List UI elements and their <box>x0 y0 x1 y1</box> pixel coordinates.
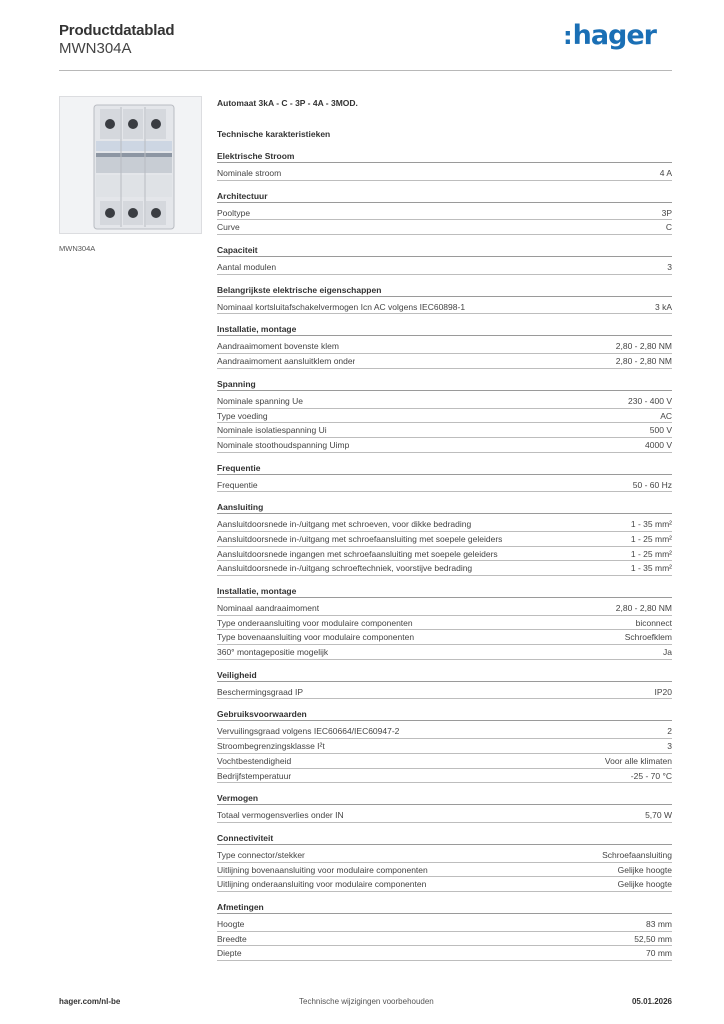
spec-value: 70 mm <box>646 948 672 959</box>
spec-row <box>217 754 672 769</box>
product-description: Automaat 3kA - C - 3P - 4A - 3MOD. <box>217 98 358 108</box>
spec-label: Uitlijning bovenaansluiting voor modulaire componenten <box>217 864 428 875</box>
spec-value: 1 - 35 mm² <box>630 563 672 574</box>
spec-label: Type connector/stekker <box>217 849 305 860</box>
section-title: Capaciteit <box>217 244 672 257</box>
spec-value: 83 mm <box>646 918 672 929</box>
spec-value: Voor alle klimaten <box>604 755 672 766</box>
spec-label: Aansluitdoorsnede in-/uitgang schroeftechniek, voorstijve bedrading <box>217 563 473 574</box>
spec-label: Type bovenaansluiting voor modulaire componenten <box>217 632 415 643</box>
spec-row <box>217 877 672 892</box>
spec-label: Stroombegrenzingsklasse I²t <box>217 741 325 752</box>
spec-value: 4 A <box>659 168 672 178</box>
spec-row <box>217 300 672 315</box>
spec-section <box>217 501 672 576</box>
section-title: Frequentie <box>217 462 672 475</box>
spec-row <box>217 917 672 932</box>
page-header <box>59 22 672 71</box>
spec-label: 360° montagepositie mogelijk <box>217 647 329 658</box>
spec-section <box>217 462 672 493</box>
spec-section <box>217 901 672 961</box>
spec-label: Nominale isolatiespanning Ui <box>217 425 327 436</box>
spec-row <box>217 769 672 784</box>
spec-row <box>217 739 672 754</box>
spec-label: Hoogte <box>217 918 245 929</box>
spec-section <box>217 378 672 453</box>
section-title: Installatie, montage <box>217 585 672 598</box>
spec-label: Aandraaimoment bovenste klem <box>217 341 339 352</box>
spec-value: 3 <box>667 741 672 752</box>
section-title: Veiligheid <box>217 669 672 682</box>
spec-value: 500 V <box>649 425 672 436</box>
spec-section <box>217 792 672 823</box>
spec-value: 3P <box>661 207 672 218</box>
spec-row <box>217 932 672 947</box>
spec-section <box>217 585 672 660</box>
spec-section <box>217 190 672 235</box>
spec-value: 52,50 mm <box>634 933 672 944</box>
spec-row <box>217 532 672 547</box>
spec-value: 5,70 W <box>645 810 672 821</box>
spec-label: Aansluitdoorsnede in-/uitgang met schroefaansluiting met soepele geleiders <box>217 533 503 544</box>
spec-section <box>217 284 672 315</box>
spec-label: Curve <box>217 222 240 233</box>
spec-value: 1 - 35 mm² <box>630 519 672 530</box>
technical-characteristics-heading: Technische karakteristieken <box>217 129 331 139</box>
logo-text: hager <box>572 20 656 51</box>
spec-value: Schroefaansluiting <box>602 849 672 860</box>
footer-date: 05.01.2026 <box>631 997 672 1006</box>
product-image <box>59 96 202 234</box>
spec-value: 2,80 - 2,80 NM <box>615 603 672 613</box>
spec-label: Nominale stroom <box>217 168 282 178</box>
spec-value: 230 - 400 V <box>628 395 672 406</box>
spec-row <box>217 354 672 369</box>
spec-value: IP20 <box>654 686 672 697</box>
spec-label: Type onderaansluiting voor modulaire componenten <box>217 617 413 628</box>
spec-label: Aansluitdoorsnede in-/uitgang met schroeven, voor dikke bedrading <box>217 519 472 530</box>
spec-row <box>217 848 672 863</box>
spec-value: -25 - 70 °C <box>630 770 672 781</box>
spec-section <box>217 708 672 783</box>
spec-label: Vochtbestendigheid <box>217 755 292 766</box>
spec-value: biconnect <box>635 617 672 628</box>
spec-row <box>217 946 672 961</box>
spec-label: Pooltype <box>217 207 251 218</box>
spec-value: 1 - 25 mm² <box>630 548 672 559</box>
spec-row <box>217 394 672 409</box>
spec-label: Aandraaimoment aansluitklem onder <box>217 356 356 367</box>
spec-value: Schroefklem <box>624 632 672 643</box>
spec-row <box>217 561 672 576</box>
spec-row <box>217 260 672 275</box>
spec-label: Nominale spanning Ue <box>217 395 303 406</box>
spec-row <box>217 685 672 700</box>
document-title: Productdatablad <box>59 22 175 39</box>
spec-label: Diepte <box>217 948 242 959</box>
spec-label: Vervuilingsgraad volgens IEC60664/IEC60947-2 <box>217 726 400 737</box>
spec-row <box>217 423 672 438</box>
spec-value: 4000 V <box>645 439 672 450</box>
spec-value: 3 <box>667 262 672 273</box>
footer-disclaimer: Technische wijzigingen voorbehouden <box>299 997 434 1006</box>
section-title: Connectiviteit <box>217 832 672 845</box>
section-title: Vermogen <box>217 792 672 805</box>
spec-row <box>217 630 672 645</box>
spec-row <box>217 645 672 660</box>
spec-sheet <box>217 96 672 961</box>
spec-label: Frequentie <box>217 479 258 490</box>
spec-label: Breedte <box>217 933 247 944</box>
spec-row <box>217 724 672 739</box>
product-code: MWN304A <box>59 40 132 57</box>
spec-row <box>217 409 672 424</box>
spec-value: AC <box>660 410 672 421</box>
footer-url[interactable]: hager.com/nl-be <box>59 997 121 1006</box>
spec-label: Beschermingsgraad IP <box>217 686 303 697</box>
spec-label: Uitlijning onderaansluiting voor modulaire componenten <box>217 879 427 890</box>
spec-value: C <box>665 222 672 233</box>
spec-value: Gelijke hoogte <box>617 879 672 890</box>
spec-row <box>217 206 672 221</box>
spec-row <box>217 438 672 453</box>
spec-value: Gelijke hoogte <box>617 864 672 875</box>
section-title: Spanning <box>217 378 672 391</box>
spec-row <box>217 808 672 823</box>
spec-label: Nominaal aandraaimoment <box>217 603 320 613</box>
spec-row <box>217 616 672 631</box>
spec-row <box>217 339 672 354</box>
spec-value: 2,80 - 2,80 NM <box>615 341 672 352</box>
section-title: Installatie, montage <box>217 323 672 336</box>
section-title: Architectuur <box>217 190 672 203</box>
spec-label: Totaal vermogensverlies onder IN <box>217 810 344 821</box>
spec-row <box>217 547 672 562</box>
section-title: Afmetingen <box>217 901 672 914</box>
spec-label: Type voeding <box>217 410 268 421</box>
spec-label: Nominaal kortsluitafschakelvermogen Icn AC volgens IEC60898-1 <box>217 301 466 312</box>
spec-sections <box>217 150 672 961</box>
spec-value: 2,80 - 2,80 NM <box>615 356 672 367</box>
spec-section <box>217 323 672 368</box>
spec-label: Bedrijfstemperatuur <box>217 770 292 781</box>
section-title: Gebruiksvoorwaarden <box>217 708 672 721</box>
spec-value: 1 - 25 mm² <box>630 533 672 544</box>
section-title: Belangrijkste elektrische eigenschappen <box>217 284 672 297</box>
spec-row <box>217 863 672 878</box>
spec-section <box>217 832 672 892</box>
image-caption: MWN304A <box>59 244 96 253</box>
hager-logo: :hager <box>562 20 656 51</box>
spec-row <box>217 517 672 532</box>
spec-row <box>217 478 672 493</box>
spec-section <box>217 244 672 275</box>
spec-row <box>217 166 672 181</box>
spec-label: Nominale stoothoudspanning Uimp <box>217 439 350 450</box>
section-title: Elektrische Stroom <box>217 150 672 163</box>
circuit-breaker-illustration <box>60 97 201 233</box>
spec-label: Aantal modulen <box>217 262 277 273</box>
spec-value: 50 - 60 Hz <box>632 479 672 490</box>
spec-value: 3 kA <box>654 301 672 312</box>
section-title: Aansluiting <box>217 501 672 514</box>
spec-value: Ja <box>663 647 672 658</box>
spec-section <box>217 669 672 700</box>
spec-row <box>217 220 672 235</box>
spec-value: 2 <box>667 726 672 737</box>
spec-row <box>217 601 672 616</box>
spec-section <box>217 150 672 181</box>
spec-label: Aansluitdoorsnede ingangen met schroefaansluiting met soepele geleiders <box>217 548 498 559</box>
